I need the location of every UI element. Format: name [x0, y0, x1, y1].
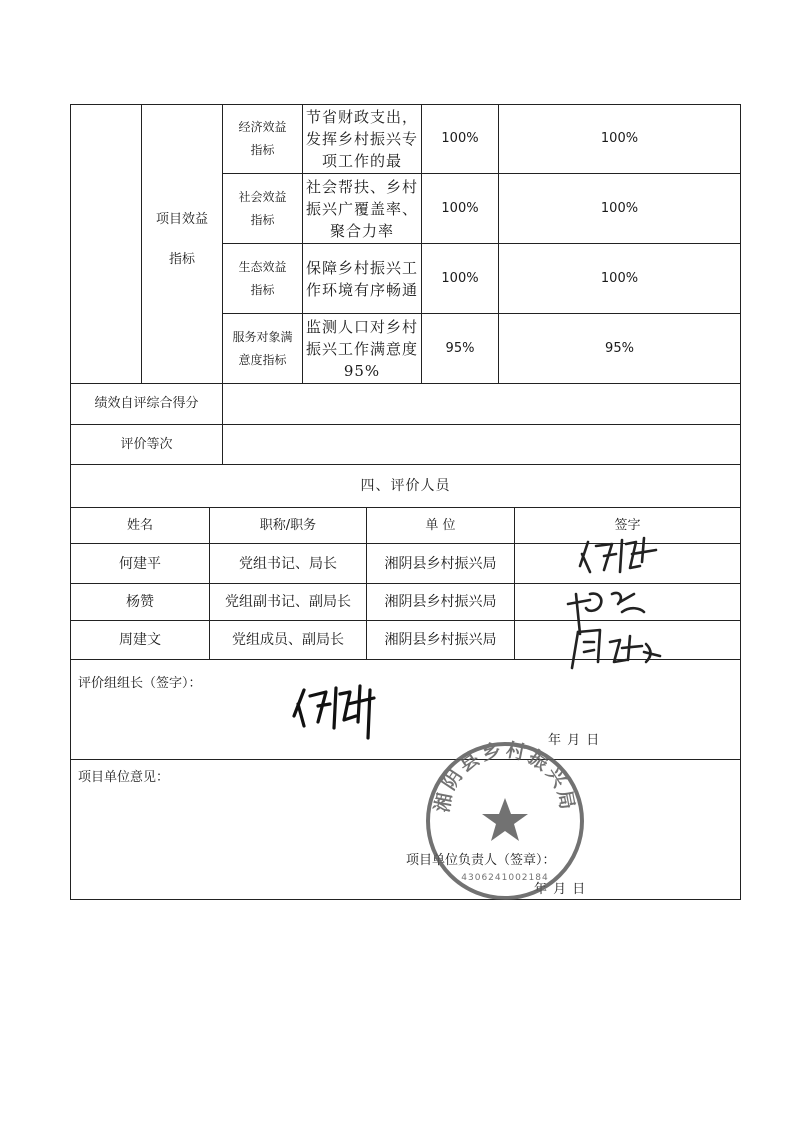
person-name: 何建平 [119, 555, 161, 572]
person-unit-cell [367, 544, 514, 583]
actual-value: 100% [600, 131, 639, 146]
target-value: 100% [441, 131, 479, 146]
table-border-bottom [70, 899, 741, 900]
content-cell [303, 314, 421, 383]
header-unit-text: 单 位 [425, 517, 456, 533]
indicator-cell [223, 105, 302, 173]
self-score-label: 绩效自评综合得分 [94, 396, 199, 411]
actual-cell [499, 105, 740, 173]
person-unit-cell [367, 621, 514, 659]
person-title-cell [210, 621, 366, 659]
target-cell [422, 314, 498, 383]
person-title: 党组副书记、副局长 [225, 594, 351, 610]
category-label: 项目效益指标 [155, 212, 208, 267]
actual-cell [499, 314, 740, 383]
person-name: 周建文 [119, 632, 161, 648]
unit-opinion-label: 项目单位意见： [78, 770, 170, 785]
section-title [71, 465, 740, 507]
actual-value: 100% [600, 200, 639, 216]
person-title-cell [210, 544, 366, 583]
content-cell [303, 174, 421, 243]
handwritten-signature-group [560, 532, 670, 672]
grade-label: 评价等次 [120, 436, 173, 452]
content-text: 节省财政支出，发挥乡村振兴专项工作的最 [306, 108, 418, 170]
leader-signature [290, 682, 390, 742]
target-value: 100% [441, 270, 479, 286]
indicator-label: 经济效益指标 [238, 120, 287, 157]
person-name-cell [71, 621, 209, 659]
section-title-text: 四、评价人员 [360, 478, 451, 494]
content-text: 监测人口对乡村振兴工作满意度95% [306, 317, 419, 380]
content-cell [303, 244, 421, 313]
indicator-label: 服务对象满意度指标 [232, 329, 293, 367]
header-title-text: 职称/职务 [259, 517, 317, 533]
content-text: 社会帮扶、乡村振兴广覆盖率、聚合力率 [306, 177, 419, 240]
header-unit [367, 508, 514, 543]
person-unit: 湘阴县乡村振兴局 [384, 594, 497, 610]
person-unit: 湘阴县乡村振兴局 [384, 632, 497, 648]
official-seal [424, 740, 586, 902]
seal-code: 4306241002184 [461, 873, 549, 883]
header-title [210, 508, 366, 543]
grade-label-cell [71, 425, 222, 464]
person-title: 党组书记、局长 [239, 555, 337, 572]
person-title-cell [210, 584, 366, 620]
category-cell [142, 200, 222, 280]
responsible-sign-date: 年 月 日 [534, 882, 586, 897]
indicator-cell [223, 174, 302, 243]
seal-text: 湘阴县乡村振兴局 [431, 740, 579, 815]
leader-sign-label: 评价组组长（签字）： [78, 676, 202, 691]
table-border-right [740, 104, 741, 900]
target-value: 95% [445, 340, 475, 356]
person-name: 杨赞 [126, 594, 154, 610]
leader-sign-date: 年 月 日 [548, 733, 600, 748]
header-signature-text: 签字 [614, 517, 641, 533]
self-score-label-cell [71, 384, 222, 424]
person-unit-cell [367, 584, 514, 620]
indicator-label: 生态效益指标 [238, 259, 287, 297]
target-cell [422, 244, 498, 313]
indicator-cell [223, 244, 302, 313]
content-cell [303, 105, 421, 173]
header-name-text: 姓名 [126, 517, 153, 533]
indicator-cell [223, 314, 302, 383]
person-name-cell [71, 544, 209, 583]
indicator-label: 社会效益指标 [238, 189, 287, 227]
responsible-sign-label: 项目单位负责人（签章）： [406, 853, 556, 868]
target-value: 100% [441, 200, 479, 216]
target-cell [422, 105, 498, 173]
content-text: 保障乡村振兴工作环境有序畅通 [306, 258, 419, 299]
row-divider [70, 759, 741, 760]
header-name [71, 508, 209, 543]
person-unit: 湘阴县乡村振兴局 [384, 555, 497, 572]
star-icon [482, 798, 528, 841]
actual-value: 100% [600, 270, 639, 286]
target-cell [422, 174, 498, 243]
actual-cell [499, 174, 740, 243]
person-name-cell [71, 584, 209, 620]
actual-value: 95% [605, 340, 634, 356]
actual-cell [499, 244, 740, 313]
person-title: 党组成员、副局长 [232, 632, 344, 648]
